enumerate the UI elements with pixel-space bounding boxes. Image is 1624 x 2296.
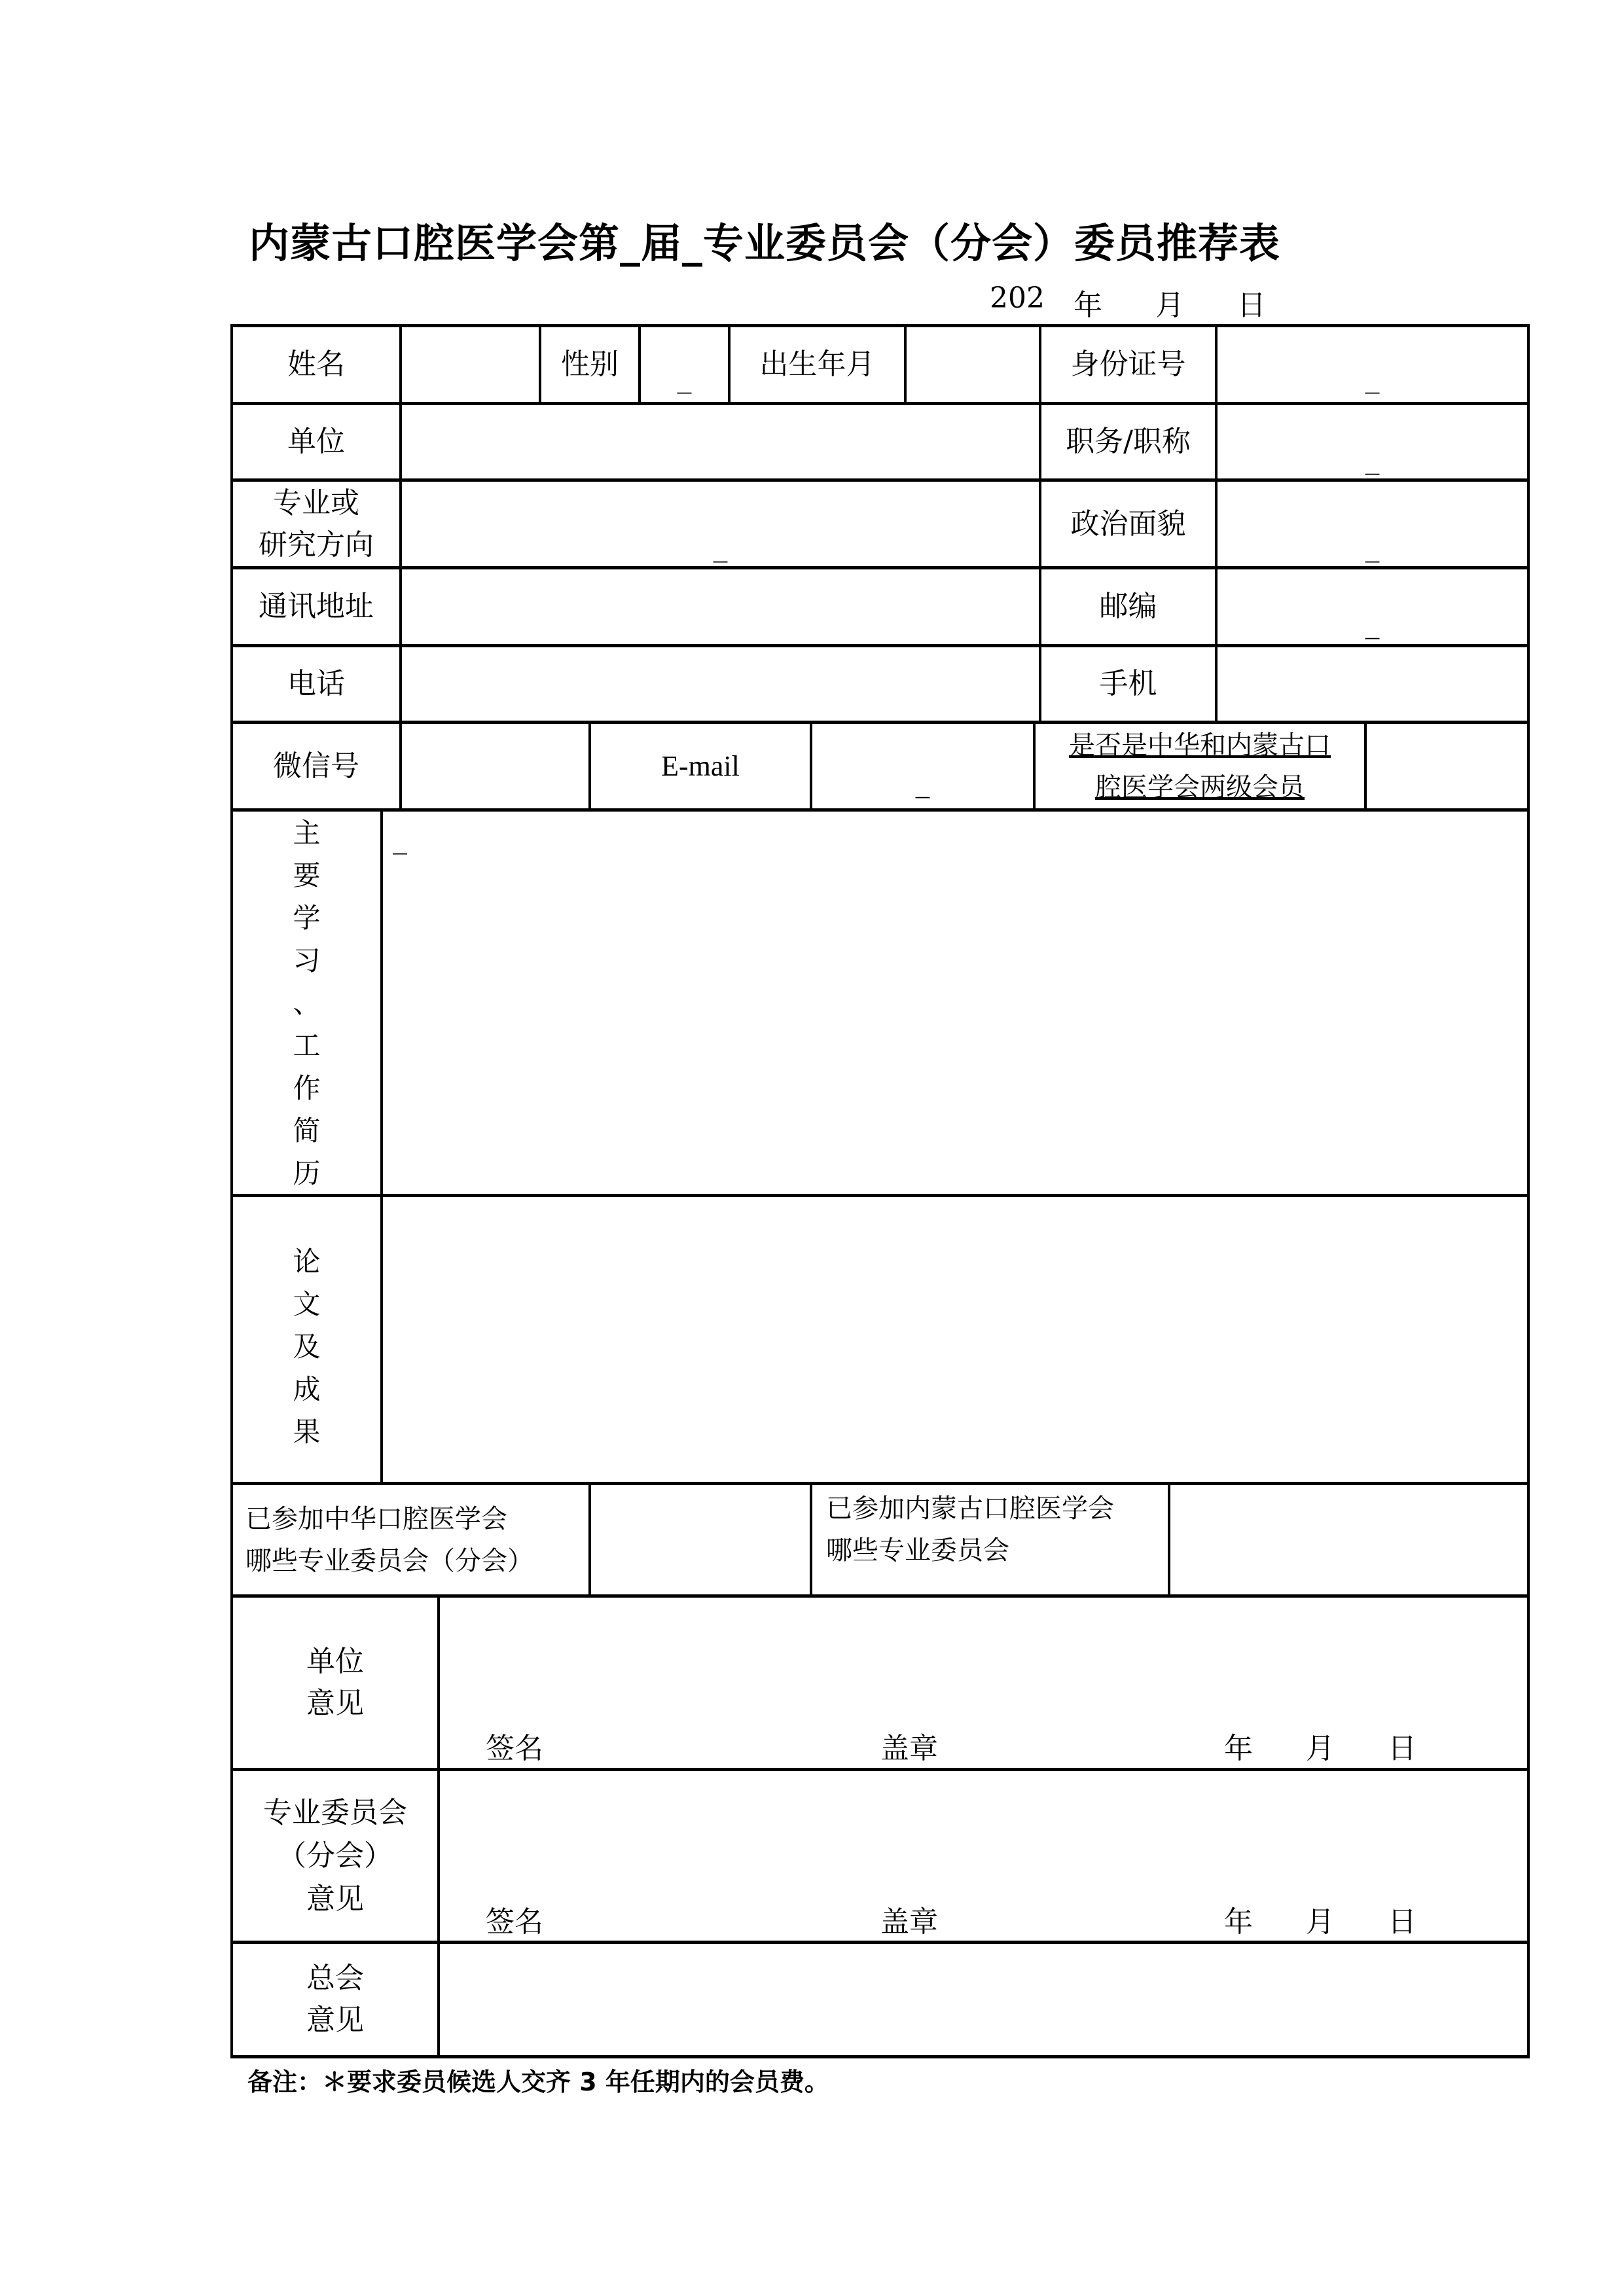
birth-label: 出生年月 (759, 348, 875, 382)
unit-month-label: 月 (1306, 1732, 1335, 1765)
date-day-label: 日 (1237, 289, 1266, 322)
resume-label-char: 历 (293, 1157, 321, 1189)
address-label: 通讯地址 (259, 590, 374, 624)
committee-seal-label: 盖章 (880, 1905, 938, 1939)
unit-opinion-label-line2: 意见 (306, 1687, 364, 1720)
committee-sign-label: 签名 (486, 1905, 543, 1939)
gender-label: 性别 (561, 348, 619, 382)
postcode-input[interactable]: _ (1365, 606, 1380, 640)
major-label (233, 482, 399, 566)
resume-label-char: 、 (293, 987, 321, 1019)
table-line (1527, 324, 1530, 2058)
birth-input[interactable] (907, 327, 1039, 402)
political-label: 政治面貌 (1070, 507, 1186, 541)
general-opinion-label-line2: 意见 (306, 2003, 364, 2037)
resume-label-char: 习 (293, 944, 321, 977)
resume-label (233, 812, 380, 1194)
id-number-label: 身份证号 (1070, 348, 1186, 382)
unit-opinion-label-line1: 单位 (306, 1645, 364, 1679)
major-input[interactable]: _ (713, 529, 728, 563)
postcode-label: 邮编 (1099, 590, 1157, 624)
resume-label-char: 简 (293, 1115, 321, 1147)
nm-committees-label-line1: 已参加内蒙古口腔医学会 (826, 1494, 1114, 1524)
committee-month-label: 月 (1306, 1905, 1335, 1939)
committee-day-label: 日 (1388, 1905, 1416, 1939)
political-input[interactable]: _ (1365, 529, 1380, 563)
committee-opinion-input[interactable] (440, 1771, 1527, 1941)
email-label: E-mail (661, 749, 740, 782)
resume-label-char: 作 (293, 1072, 321, 1104)
committee-opinion-label-line3: 意见 (306, 1882, 364, 1916)
mobile-label: 手机 (1099, 667, 1157, 701)
date-month-label: 月 (1155, 289, 1184, 322)
date-year-label: 年 (1074, 289, 1102, 322)
position-label: 职务/职称 (1066, 425, 1191, 459)
form-title: 内蒙古口腔医学会第_届_专业委员会（分会）委员推荐表 (249, 219, 1281, 267)
member-input[interactable] (1367, 724, 1527, 808)
table-line (810, 1482, 812, 1598)
phone-input[interactable] (402, 647, 1039, 721)
papers-input[interactable] (383, 1197, 1527, 1482)
email-input[interactable]: _ (915, 764, 930, 798)
name-input[interactable] (402, 327, 539, 402)
cn-committees-input[interactable] (591, 1485, 810, 1594)
gender-input[interactable]: _ (677, 361, 692, 395)
general-opinion-label (233, 1944, 437, 2055)
papers-label (233, 1240, 380, 1453)
footnote: 备注：＊要求委员候选人交齐 3 年任期内的会员费。 (247, 2068, 829, 2096)
address-input[interactable] (402, 569, 1039, 644)
resume-label-char: 工 (293, 1030, 321, 1062)
major-label-line1: 专业或 (273, 486, 359, 520)
unit-sign-label: 签名 (486, 1732, 543, 1765)
id-number-input[interactable]: _ (1365, 361, 1380, 395)
committee-year-label: 年 (1224, 1905, 1253, 1939)
general-opinion-label-line1: 总会 (306, 1962, 364, 1996)
committee-opinion-label-line2: （分会） (278, 1839, 393, 1873)
resume-input[interactable]: _ (393, 821, 407, 855)
cn-committees-label-line2: 哪些专业委员会（分会） (245, 1545, 533, 1576)
name-label: 姓名 (287, 348, 345, 382)
committee-opinion-label (233, 1771, 437, 1941)
table-line (230, 2055, 1530, 2058)
papers-label-char: 及 (293, 1331, 321, 1363)
papers-label-char: 论 (293, 1246, 321, 1278)
resume-label-char: 要 (293, 859, 321, 891)
unit-label: 单位 (287, 425, 345, 459)
unit-day-label: 日 (1388, 1732, 1416, 1765)
date-year-prefix: 202 (990, 281, 1045, 315)
unit-opinion-label (233, 1598, 437, 1768)
unit-year-label: 年 (1224, 1732, 1253, 1765)
general-opinion-input[interactable] (440, 1944, 1527, 2055)
papers-label-char: 文 (293, 1288, 321, 1320)
major-label-line2: 研究方向 (259, 528, 374, 562)
unit-opinion-input[interactable] (440, 1598, 1527, 1768)
papers-label-char: 成 (293, 1373, 321, 1405)
wechat-label: 微信号 (273, 749, 359, 783)
phone-label: 电话 (287, 667, 345, 701)
committee-opinion-label-line1: 专业委员会 (263, 1795, 407, 1829)
unit-input[interactable] (402, 405, 1039, 478)
unit-seal-label: 盖章 (880, 1732, 938, 1765)
member-label (1036, 724, 1364, 808)
papers-label-char: 果 (293, 1416, 321, 1448)
cn-committees-label-line1: 已参加中华口腔医学会 (245, 1503, 507, 1534)
nm-committees-label (826, 1480, 1166, 1579)
nm-committees-input[interactable] (1170, 1485, 1527, 1594)
mobile-input[interactable] (1218, 647, 1527, 721)
cn-committees-label (245, 1485, 586, 1594)
wechat-input[interactable] (402, 724, 588, 808)
position-input[interactable]: _ (1365, 442, 1380, 476)
resume-label-char: 学 (293, 902, 321, 934)
member-label-line2: 腔医学会两级会员 (1095, 772, 1305, 802)
nm-committees-label-line2: 哪些专业委员会 (826, 1535, 1009, 1566)
member-label-line1: 是否是中华和内蒙古口 (1069, 730, 1331, 761)
resume-label-char: 主 (293, 817, 321, 849)
